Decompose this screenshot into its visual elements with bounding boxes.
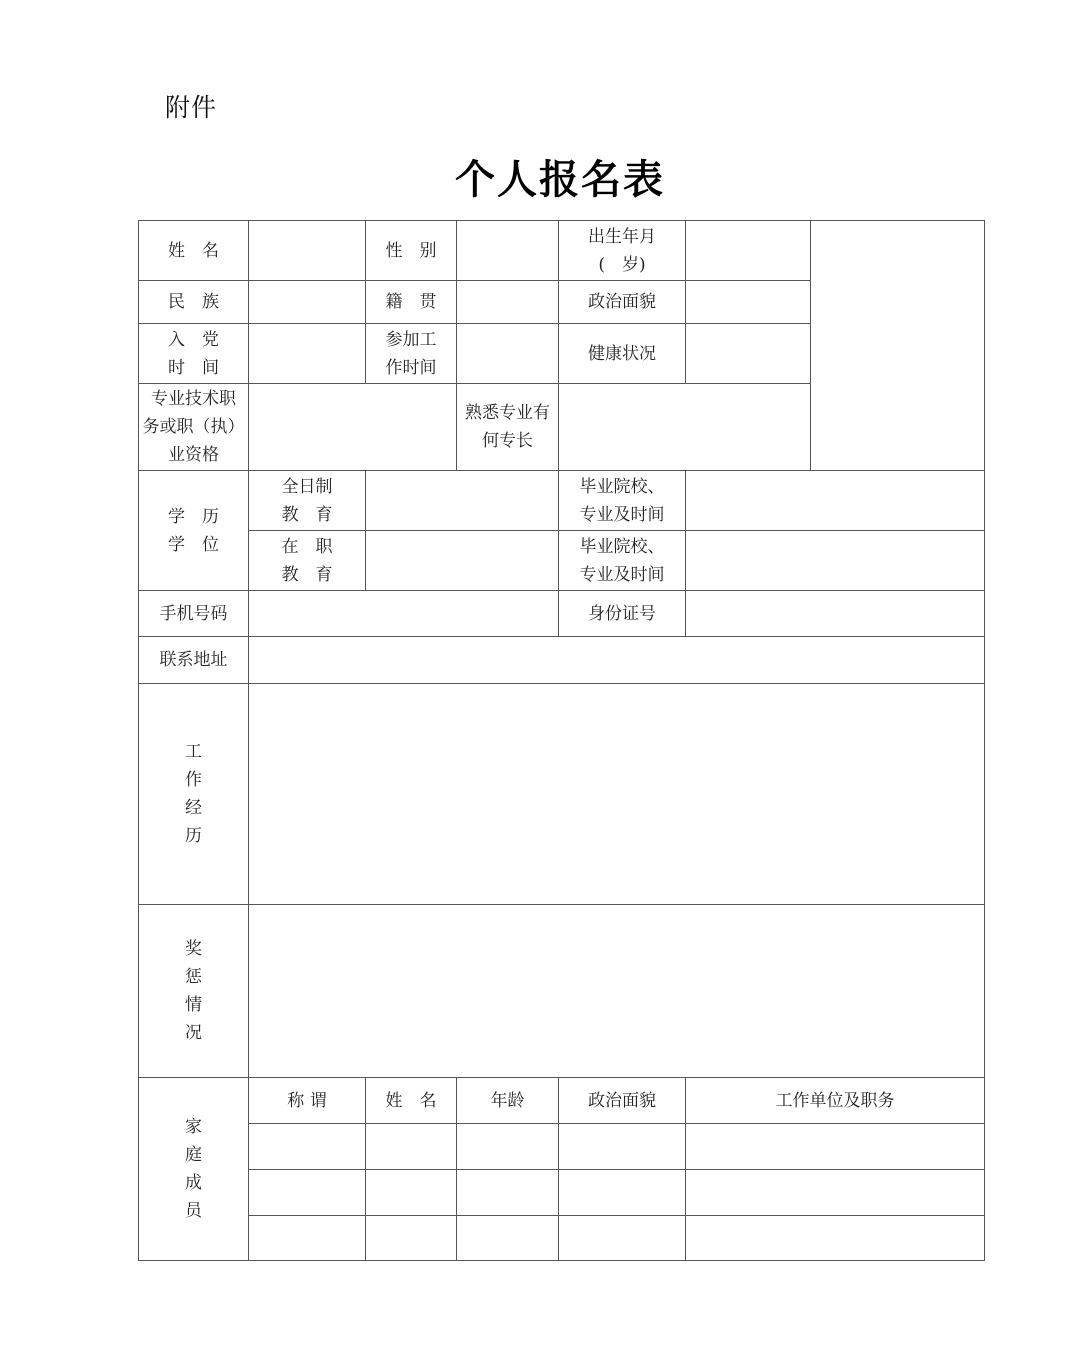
family-cell[interactable] xyxy=(686,1216,985,1261)
family-text: 家庭成员 xyxy=(185,1117,202,1221)
specialty-field[interactable] xyxy=(559,384,811,471)
awards-field[interactable] xyxy=(249,905,985,1078)
family-cell[interactable] xyxy=(249,1124,366,1170)
full-time-school-label: 毕业院校、 专业及时间 xyxy=(559,471,686,531)
family-row xyxy=(139,1216,985,1261)
family-header-political: 政治面貌 xyxy=(559,1078,686,1124)
phone-label: 手机号码 xyxy=(139,591,249,637)
full-time-school-field[interactable] xyxy=(686,471,985,531)
work-history-field[interactable] xyxy=(249,684,985,905)
family-cell[interactable] xyxy=(366,1124,457,1170)
full-time-field[interactable] xyxy=(366,471,559,531)
family-header-age: 年龄 xyxy=(457,1078,559,1124)
part-time-school-label: 毕业院校、 专业及时间 xyxy=(559,531,686,591)
family-header-relation: 称 谓 xyxy=(249,1078,366,1124)
full-time-label: 全日制 教 育 xyxy=(249,471,366,531)
awards-text: 奖惩情况 xyxy=(185,939,202,1043)
political-status-label: 政治面貌 xyxy=(559,281,686,324)
awards-label xyxy=(139,905,249,1078)
family-cell[interactable] xyxy=(686,1124,985,1170)
family-cell[interactable] xyxy=(457,1216,559,1261)
family-header-work: 工作单位及职务 xyxy=(686,1078,985,1124)
name-field[interactable] xyxy=(249,221,366,281)
work-start-label: 参加工 作时间 xyxy=(366,324,457,384)
specialty-label: 熟悉专业有 何专长 xyxy=(457,384,559,471)
gender-label: 性 别 xyxy=(366,221,457,281)
family-cell[interactable] xyxy=(249,1216,366,1261)
name-label: 姓 名 xyxy=(139,221,249,281)
family-label xyxy=(139,1078,249,1261)
health-label: 健康状况 xyxy=(559,324,686,384)
family-cell[interactable] xyxy=(686,1170,985,1216)
part-time-label: 在 职 教 育 xyxy=(249,531,366,591)
birth-label: 出生年月 ( 岁) xyxy=(559,221,686,281)
ethnicity-label: 民 族 xyxy=(139,281,249,324)
party-join-field[interactable] xyxy=(249,324,366,384)
family-cell[interactable] xyxy=(457,1124,559,1170)
family-cell[interactable] xyxy=(457,1170,559,1216)
native-place-label: 籍 贯 xyxy=(366,281,457,324)
page-title: 个人报名表 xyxy=(455,156,665,203)
id-number-label: 身份证号 xyxy=(559,591,686,637)
qualification-field[interactable] xyxy=(249,384,457,471)
address-label: 联系地址 xyxy=(139,637,249,684)
family-cell[interactable] xyxy=(249,1170,366,1216)
part-time-field[interactable] xyxy=(366,531,559,591)
gender-field[interactable] xyxy=(457,221,559,281)
ethnicity-field[interactable] xyxy=(249,281,366,324)
political-status-field[interactable] xyxy=(686,281,811,324)
family-cell[interactable] xyxy=(559,1170,686,1216)
family-cell[interactable] xyxy=(559,1124,686,1170)
registration-form xyxy=(138,220,985,1261)
party-join-label: 入 党 时 间 xyxy=(139,324,249,384)
work-history-label xyxy=(139,684,249,905)
phone-field[interactable] xyxy=(249,591,559,637)
qualification-label: 专业技术职 务或职（执） 业资格 xyxy=(139,384,249,471)
address-field[interactable] xyxy=(249,637,985,684)
family-header-name: 姓 名 xyxy=(366,1078,457,1124)
education-label: 学 历 学 位 xyxy=(139,471,249,591)
family-row xyxy=(139,1170,985,1216)
photo-cell[interactable] xyxy=(811,221,985,471)
family-cell[interactable] xyxy=(366,1170,457,1216)
health-field[interactable] xyxy=(686,324,811,384)
attachment-label: 附件 xyxy=(165,93,218,122)
family-cell[interactable] xyxy=(366,1216,457,1261)
birth-field[interactable] xyxy=(686,221,811,281)
work-start-field[interactable] xyxy=(457,324,559,384)
work-history-text: 工作经历 xyxy=(185,742,202,846)
native-place-field[interactable] xyxy=(457,281,559,324)
part-time-school-field[interactable] xyxy=(686,531,985,591)
id-number-field[interactable] xyxy=(686,591,985,637)
family-row xyxy=(139,1124,985,1170)
family-cell[interactable] xyxy=(559,1216,686,1261)
